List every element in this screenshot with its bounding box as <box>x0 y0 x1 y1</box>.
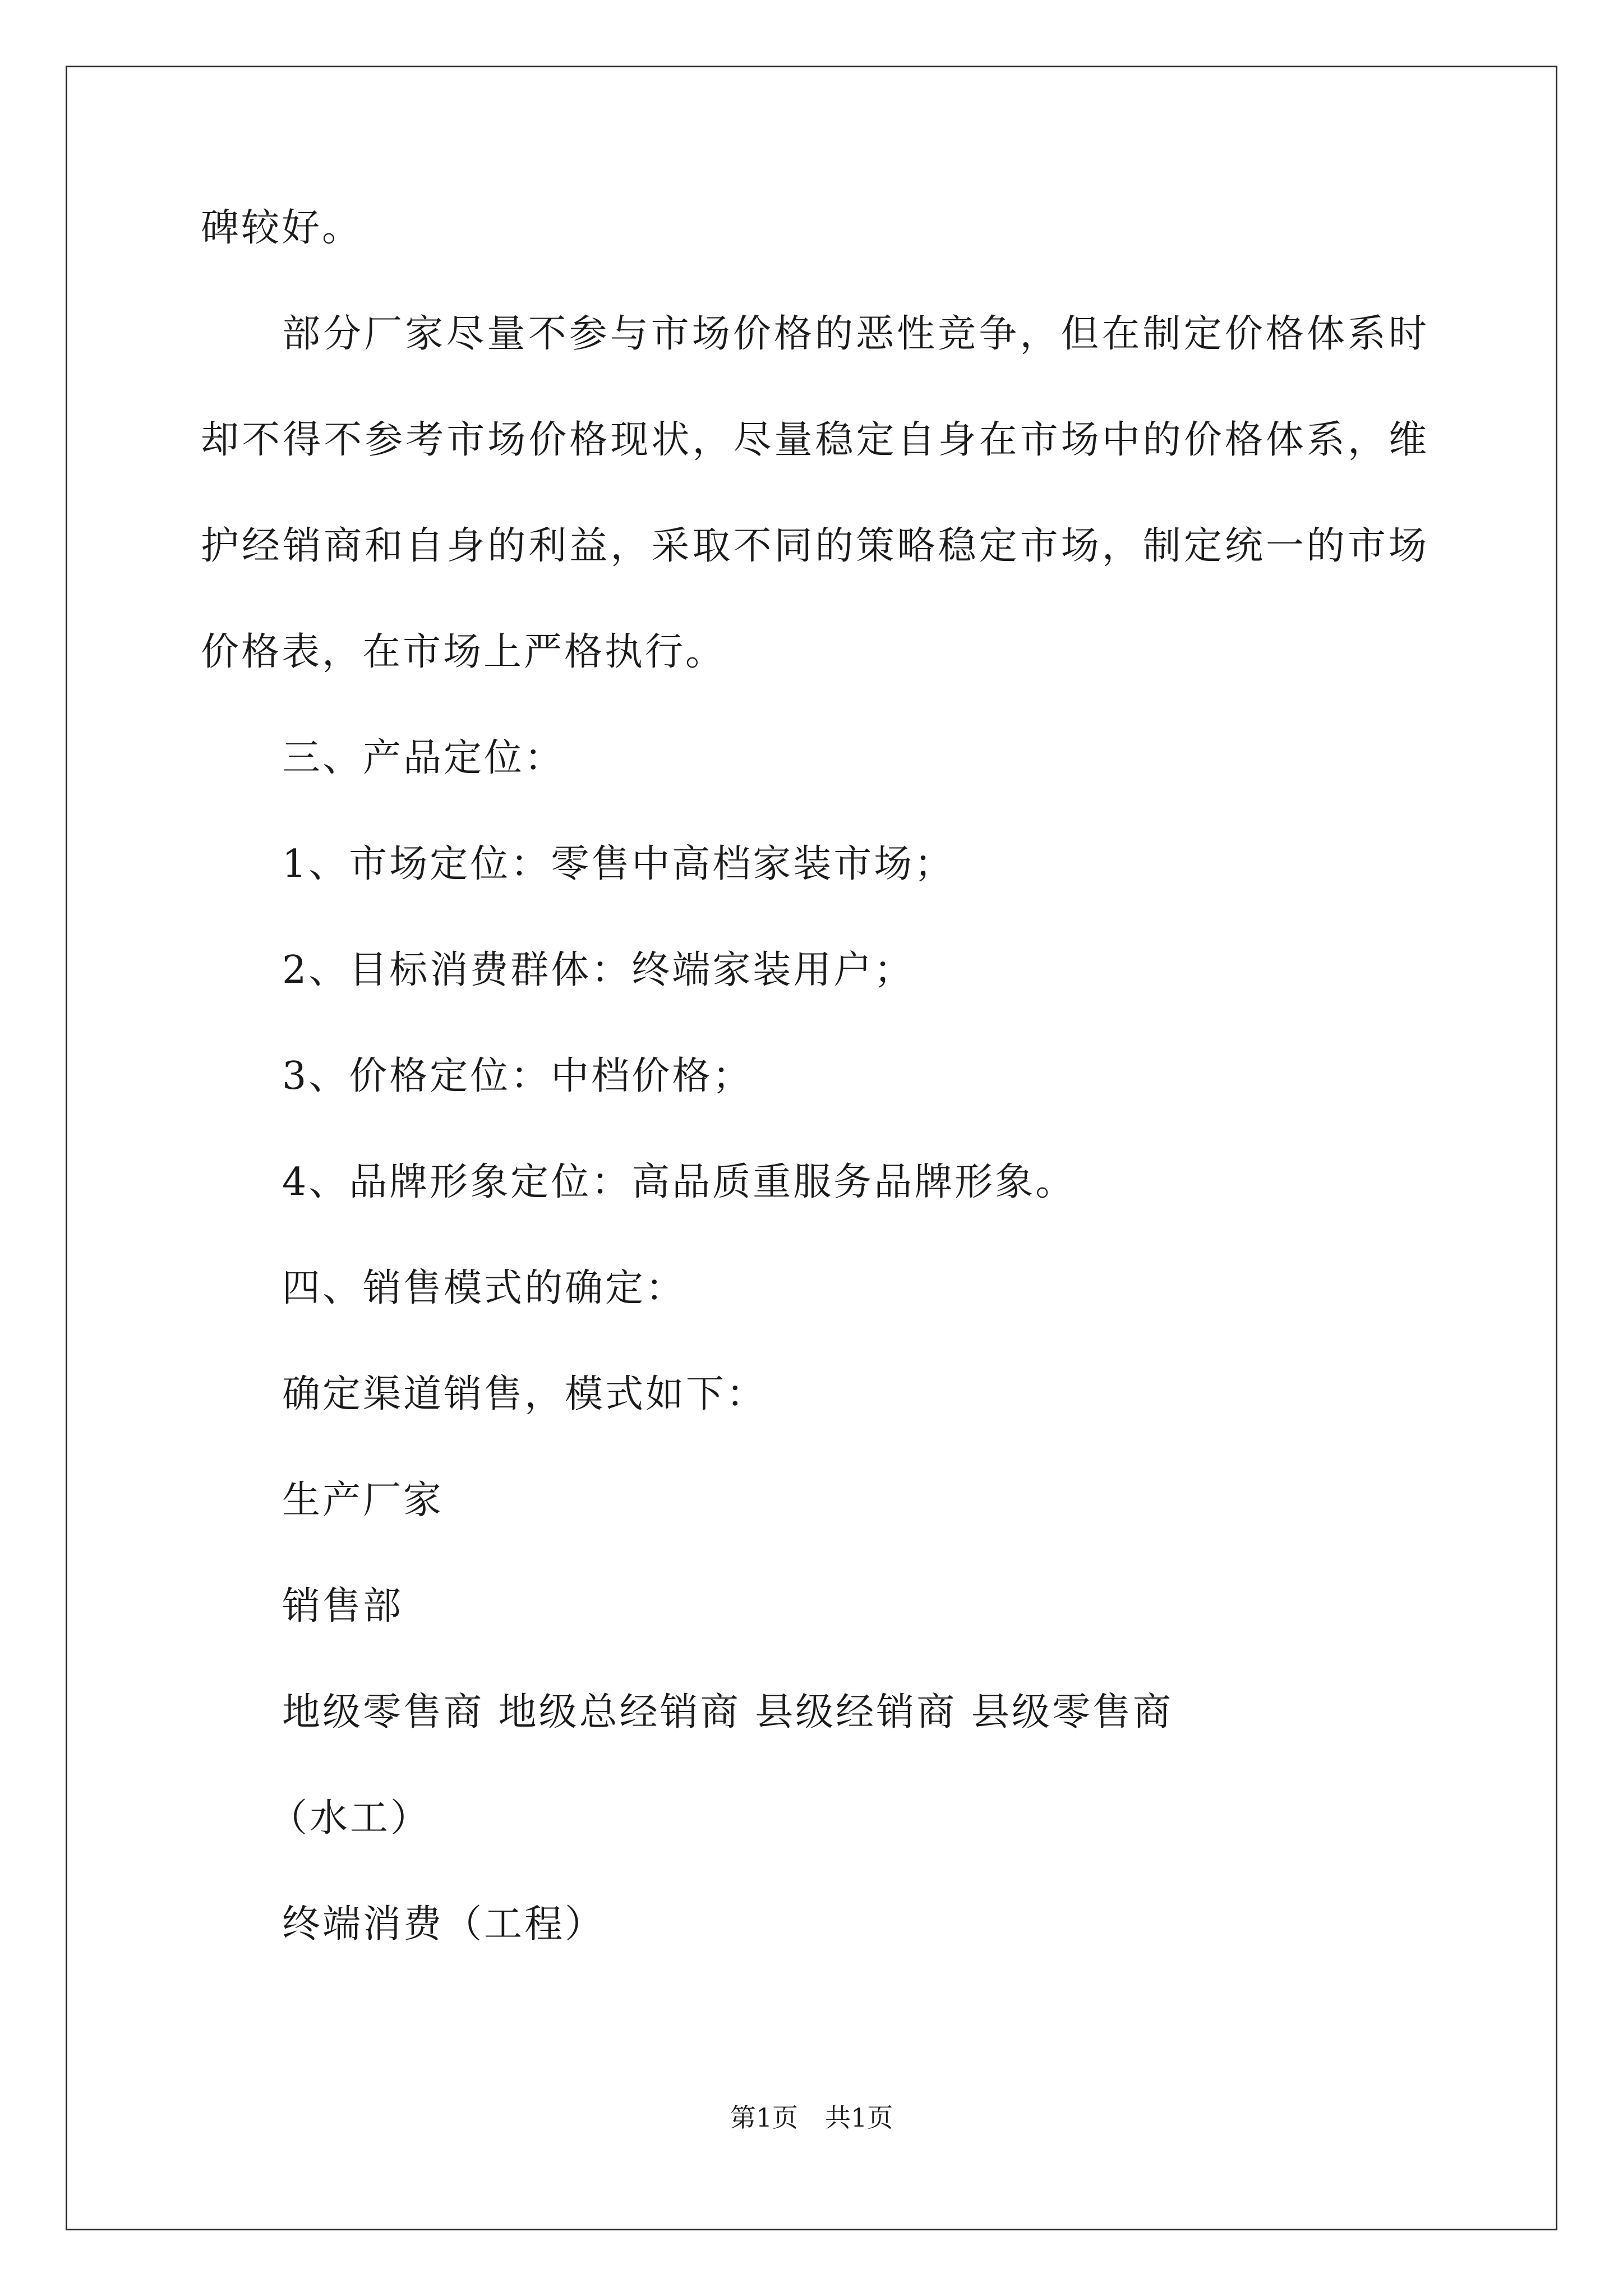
chain-step: 终端消费（工程） <box>282 1902 606 1947</box>
paragraph-line: 护经销商和自身的利益，采取不同的策略稳定市场，制定统一的市场 <box>201 524 1429 568</box>
paragraph-line: 价格表，在市场上严格执行。 <box>201 630 726 674</box>
paragraph-line: 却不得不参考市场价格现状，尽量稳定自身在市场中的价格体系，维 <box>201 418 1429 462</box>
section-4-heading: 四、销售模式的确定： <box>282 1266 686 1310</box>
document-body <box>201 202 1429 2004</box>
chain-step: （水工） <box>269 1796 431 1841</box>
list-item: 1、市场定位：零售中高档家装市场； <box>282 842 955 886</box>
chain-step: 地级零售商 地级总经销商 县级经销商 县级零售商 <box>282 1690 1173 1734</box>
page-total: 共1页 <box>825 2102 893 2133</box>
list-item: 4、品牌形象定位：高品质重服务品牌形象。 <box>282 1160 1076 1204</box>
section-4-intro: 确定渠道销售，模式如下： <box>282 1372 767 1416</box>
section-3-heading: 三、产品定位： <box>282 736 565 780</box>
chain-step: 生产厂家 <box>282 1478 444 1522</box>
paragraph-line: 部分厂家尽量不参与市场价格的恶性竞争，但在制定价格体系时 <box>282 312 1429 356</box>
paragraph-pricing <box>201 308 1429 679</box>
chain-step: 销售部 <box>282 1584 404 1628</box>
page-number: 第1页 <box>730 2102 798 2133</box>
list-item: 2、目标消费群体：终端家装用户； <box>282 948 915 992</box>
page-footer <box>0 2101 1623 2134</box>
list-item: 3、价格定位：中档价格； <box>282 1054 753 1098</box>
opening-fragment: 碑较好。 <box>201 206 363 250</box>
